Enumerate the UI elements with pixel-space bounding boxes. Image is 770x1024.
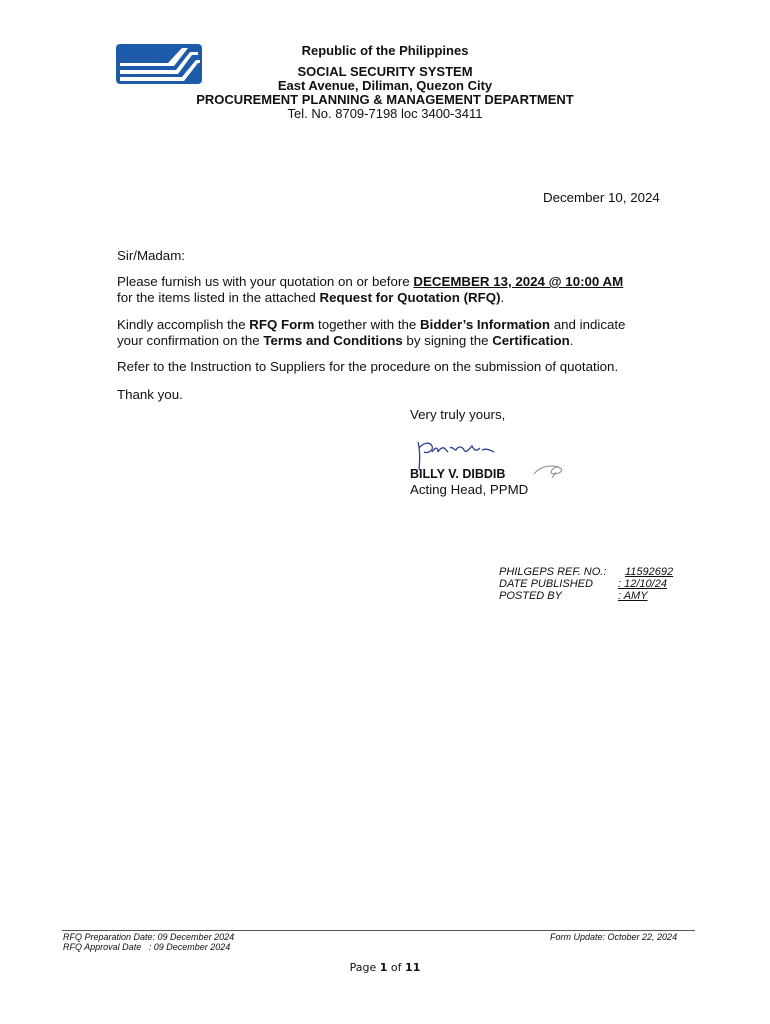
initial-drawing: [530, 462, 570, 480]
page-total: 11: [405, 961, 421, 974]
date-published-label: DATE PUBLISHED: [499, 578, 593, 590]
page-current: 1: [379, 961, 388, 974]
bidder-info-text: Bidder’s Information: [420, 317, 551, 332]
footer-divider: [62, 930, 695, 931]
header-telephone: Tel. No. 8709-7198 loc 3400-3411: [287, 106, 483, 121]
rfq-form-text: RFQ Form: [249, 317, 315, 332]
salutation: Sir/Madam:: [117, 248, 185, 263]
form-update: Form Update: October 22, 2024: [550, 932, 678, 942]
terms-text: Terms and Conditions: [263, 333, 403, 348]
closing: Very truly yours,: [410, 407, 506, 422]
posted-by-value: : AMY: [618, 590, 648, 602]
p2-end: .: [569, 333, 574, 348]
paragraph-deadline: [117, 274, 717, 306]
paragraph-instructions: [117, 317, 717, 349]
p2-text-e: by signing the: [402, 333, 493, 348]
posted-by-label: POSTED BY: [499, 590, 562, 602]
p1-text-b: for the items listed in the attached: [117, 290, 320, 305]
signatory-title: Acting Head, PPMD: [410, 482, 529, 497]
signatory-name: BILLY V. DIBDIB: [410, 467, 506, 481]
p2-text-a: Kindly accomplish the: [117, 317, 250, 332]
initial-mark: [530, 462, 570, 480]
p1-end: .: [500, 290, 505, 305]
rfq-text: Request for Quotation (RFQ): [319, 290, 501, 305]
p1-text-a: Please furnish us with your quotation on or before: [117, 274, 414, 289]
certification-text: Certification: [492, 333, 570, 348]
header-republic: Republic of the Philippines: [301, 43, 469, 58]
p2-text-b: together with the: [314, 317, 421, 332]
date-published-value: : 12/10/24: [618, 578, 667, 590]
deadline-text: DECEMBER 13, 2024 @ 10:00 AM: [413, 274, 624, 289]
rfq-prep-date: RFQ Preparation Date: 09 December 2024: [63, 932, 235, 942]
rfq-approval-date: RFQ Approval Date : 09 December 2024: [63, 942, 231, 952]
header-agency: SOCIAL SECURITY SYSTEM: [297, 64, 473, 79]
paragraph-refer: Refer to the Instruction to Suppliers for the procedure on the submission of quotation.: [117, 359, 619, 374]
philgeps-ref-label: PHILGEPS REF. NO.:: [499, 566, 607, 578]
philgeps-ref-value: 11592692: [625, 566, 674, 578]
page-number: [0, 961, 770, 974]
page-of: of: [387, 961, 406, 974]
p2-text-c: and indicate: [550, 317, 626, 332]
thank-you: Thank you.: [117, 387, 183, 402]
header-department: PROCUREMENT PLANNING & MANAGEMENT DEPARTMENT: [196, 92, 574, 107]
header-address: East Avenue, Diliman, Quezon City: [277, 78, 493, 93]
letter-date: December 10, 2024: [543, 190, 660, 205]
page-label: Page: [349, 961, 380, 974]
p2-text-d: your confirmation on the: [117, 333, 264, 348]
